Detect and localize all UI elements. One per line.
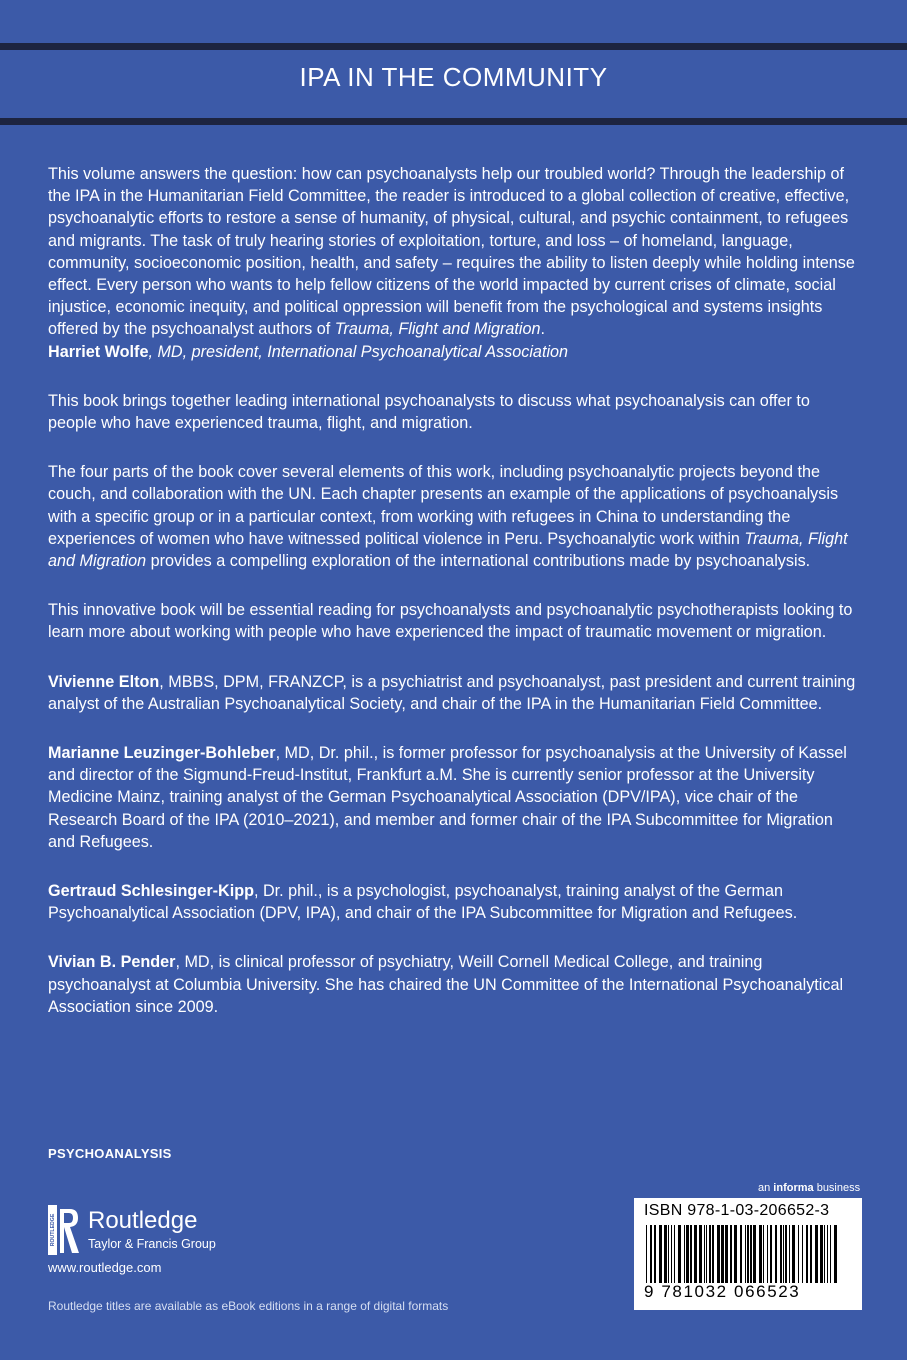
praise-attribution	[48, 341, 860, 363]
barcode-bar	[834, 1225, 837, 1283]
barcode-bar	[734, 1225, 737, 1283]
barcode-bar	[827, 1225, 828, 1283]
barcode-bar	[830, 1225, 831, 1283]
barcode-bar	[767, 1225, 768, 1283]
description-paragraph-1: This book brings together leading international psychoanalysts to discuss what psychoanalysis can offer to people who have experienced trauma, flight, and migration.	[48, 391, 810, 433]
editor-bio: Gertraud Schlesinger-Kipp, Dr. phil., is a psychologist, psychoanalyst, training analyst of the German Psychoanalytical Association (DPV, IPA), and chair of the IPA Subcommittee for Migration and Refugees.	[48, 882, 798, 923]
ebook-note: Routledge titles are available as eBook editions in a range of digital formats	[48, 1299, 449, 1313]
barcode-bar	[763, 1225, 764, 1283]
publisher-name: Routledge	[88, 1207, 198, 1234]
barcode-bar	[659, 1225, 662, 1283]
publisher-url[interactable]: www.routledge.com	[48, 1260, 162, 1275]
routledge-logo-icon	[48, 1205, 80, 1255]
barcode-bar	[721, 1225, 724, 1283]
barcode-bar	[690, 1225, 692, 1283]
back-cover-text	[48, 163, 860, 1045]
barcode-bar	[678, 1225, 681, 1283]
barcode-bar	[783, 1225, 784, 1283]
barcode-bar	[671, 1225, 672, 1283]
isbn-barcode	[634, 1198, 862, 1310]
barcode-bar	[694, 1225, 697, 1283]
editor-name: Marianne Leuzinger-Bohleber	[48, 744, 276, 763]
editor-name: Vivienne Elton	[48, 672, 160, 691]
barcode-bar	[725, 1225, 728, 1283]
series-title: IPA IN THE COMMUNITY	[299, 62, 608, 92]
barcode-bar	[820, 1225, 823, 1283]
barcode-bar	[740, 1225, 742, 1283]
barcode-bar	[712, 1225, 714, 1283]
barcode-bar	[745, 1225, 746, 1283]
barcode-icon	[644, 1225, 852, 1283]
barcode-bar	[780, 1225, 782, 1283]
barcode-bar	[709, 1225, 711, 1283]
barcode-bar	[704, 1225, 705, 1283]
isbn-digits: 9 781032 066523	[644, 1282, 801, 1301]
barcode-bar	[785, 1225, 787, 1283]
informa-tagline: an informa business	[758, 1182, 861, 1194]
barcode-bar	[789, 1225, 790, 1283]
praise-quote	[48, 163, 860, 363]
editor-bio: Marianne Leuzinger-Bohleber, MD, Dr. phil., is former professor for psychoanalysis at the University of Kassel and director of the Sigmund-Freud-Institut, Frankfurt a.M. She is currently senior professor at the University Medicine Mainz, training analyst of the German Psychoanalytical Association (DPV/IPA), vice chair of the Research Board of the IPA (2010–2021), and member and former chair of the IPA Subcommittee for Migration and Refugees.	[48, 744, 847, 851]
barcode-bar	[802, 1225, 803, 1283]
barcode-bar	[686, 1225, 689, 1283]
top-rule	[0, 43, 907, 50]
barcode-bar	[815, 1225, 818, 1283]
publisher-logo	[48, 1205, 248, 1257]
editor-bio: Vivian B. Pender, MD, is clinical professor of psychiatry, Weill Cornell Medical College, and training psychoanalyst at Columbia University. She has chaired the UN Committee of the International Psychoanalytical Association since 2009.	[48, 953, 844, 1016]
description-paragraph-3: This innovative book will be essential reading for psychoanalysts and psychoanalytic psychotherapists looking to learn more about working with people who have experienced the impact of traumatic movement or migration.	[48, 601, 853, 642]
barcode-bar	[759, 1225, 762, 1283]
barcode-bar	[775, 1225, 777, 1283]
barcode-bar	[753, 1225, 756, 1283]
barcode-bar	[770, 1225, 772, 1283]
barcode-bar	[654, 1225, 656, 1283]
barcode-bar	[674, 1225, 675, 1283]
svg-text:ROUTLEDGE: ROUTLEDGE	[49, 1213, 56, 1247]
barcode-bar	[798, 1225, 799, 1283]
header-rule	[0, 118, 907, 125]
barcode-bar	[717, 1225, 720, 1283]
barcode-bar	[806, 1225, 808, 1283]
barcode-bar	[650, 1225, 652, 1283]
editor-name: Gertraud Schlesinger-Kipp	[48, 882, 254, 901]
barcode-bar	[664, 1225, 667, 1283]
editor-name: Vivian B. Pender	[48, 953, 176, 972]
attribution-name: Harriet Wolfe	[48, 342, 149, 361]
praise-book-title: Trauma, Flight and Migration	[334, 320, 541, 339]
barcode-bar	[792, 1225, 795, 1283]
attribution-role: , MD, president, International Psychoanalytical Association	[148, 342, 569, 361]
barcode-bar	[810, 1225, 812, 1283]
barcode-bar	[747, 1225, 749, 1283]
barcode-bar	[668, 1225, 669, 1283]
subject-category: PSYCHOANALYSIS	[48, 1146, 172, 1161]
barcode-bar	[684, 1225, 685, 1283]
editor-bio: Vivienne Elton, MBBS, DPM, FRANZCP, is a psychiatrist and psychoanalyst, past president and current training analyst of the Australian Psychoanalytical Society, and chair of the IPA in the Humanitarian Field Committee.	[48, 672, 856, 713]
barcode-bar	[646, 1225, 647, 1283]
barcode-bar	[750, 1225, 752, 1283]
publisher-group: Taylor & Francis Group	[88, 1237, 216, 1251]
barcode-bar	[699, 1225, 702, 1283]
isbn-label: ISBN 978-1-03-206652-3	[644, 1202, 830, 1219]
description-paragraph-2: The four parts of the book cover several elements of this work, including psychoanalytic projects beyond the couch, and collaboration with the UN. Each chapter presents an example of the applications of psychoanalysis with a specific group or in a particular context, from working with refugees in China to understanding the experiences of women who have witnessed political violence in Peru. Psychoanalytic work within Trauma, Flight and Migration provides a compelling exploration of the international contributions made by psychoanalysis.	[48, 463, 848, 571]
barcode-bar	[730, 1225, 732, 1283]
praise-text: This volume answers the question: how can psychoanalysts help our troubled world? Through the leadership of the IPA in the Humanitarian Field Committee, the reader is introduced to a global collection of creative, effective, psychoanalytic efforts to restore a sense of humanity, of physical, cultural, and psychic containment, to refugees and migrants. The task of truly hearing stories of exploitation, torture, and loss – of homeland, language, community, socioeconomic position, health, and safety – requires the ability to listen deeply while holding intense effect. Every person who wants to help fellow citizens of the world impacted by current crises of climate, social injustice, economic inequity, and political oppression will benefit from the psychological and systems insights offered by the psychoanalyst authors of Trauma, Flight and Migration.	[48, 165, 855, 339]
barcode-bar	[706, 1225, 707, 1283]
barcode-bar	[824, 1225, 825, 1283]
